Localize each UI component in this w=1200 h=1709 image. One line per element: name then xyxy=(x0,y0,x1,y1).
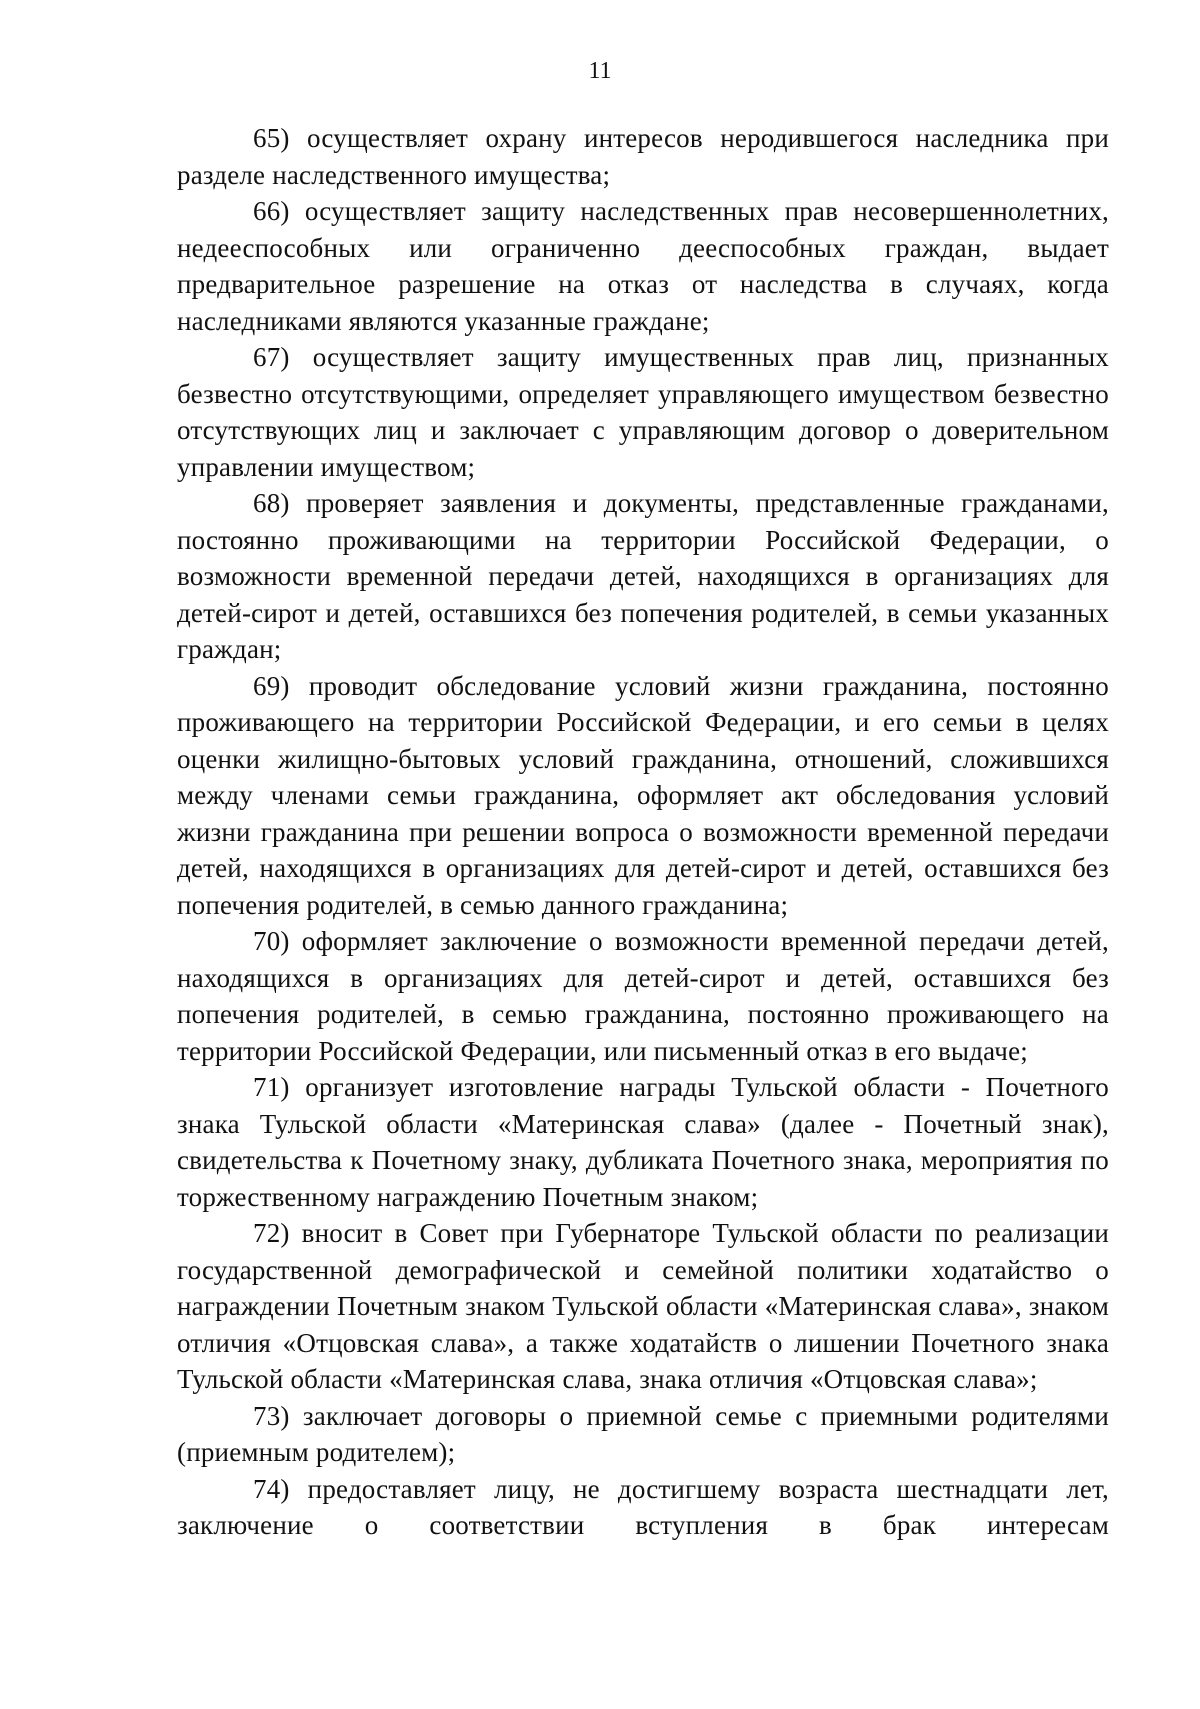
paragraph-70: 70) оформляет заключение о возможности временной передачи детей, находящихся в организациях для детей-сирот и детей, оставшихся без попечения родителей, в семью гражданина, постоянно проживающего на территории Российской Федерации, или письменный отказ в его выдаче; xyxy=(177,926,1109,1066)
paragraph-72: 72) вносит в Совет при Губернаторе Тульской области по реализации государственной демографической и семейной политики ходатайство о награждении Почетным знаком Тульской области «Материнская слава», знаком отличия «Отцовская слава», а также ходатайств о лишении Почетного знака Тульской области «Материнская слава, знака отличия «Отцовская слава»; xyxy=(177,1218,1109,1394)
document-body xyxy=(177,120,1109,1544)
paragraph-67: 67) осуществляет защиту имущественных прав лиц, признанных безвестно отсутствующими, определяет управляющего имуществом безвестно отсутствующих лиц и заключает с управляющим договор о доверительном управлении имуществом; xyxy=(177,342,1109,482)
page-number: 11 xyxy=(588,58,612,84)
paragraph-74: 74) предоставляет лицу, не достигшему возраста шестнадцати лет, заключение о соответствии вступления в брак интересам xyxy=(177,1473,1109,1540)
paragraph-65: 65) осуществляет охрану интересов неродившегося наследника при разделе наследственного имущества; xyxy=(177,123,1109,190)
paragraph-66: 66) осуществляет защиту наследственных прав несовершеннолетних, недееспособных или ограниченно дееспособных граждан, выдает предварительное разрешение на отказ от наследства в случаях, когда наследниками являются указанные граждане; xyxy=(177,196,1109,336)
paragraph-69: 69) проводит обследование условий жизни гражданина, постоянно проживающего на территории Российской Федерации, и его семьи в целях оценки жилищно-бытовых условий гражданина, отношений, сложившихся между членами семьи гражданина, оформляет акт обследования условий жизни гражданина при решении вопроса о возможности временной передачи детей, находящихся в организациях для детей-сирот и детей, оставшихся без попечения родителей, в семью данного гражданина; xyxy=(177,670,1109,920)
paragraph-71: 71) организует изготовление награды Тульской области - Почетного знака Тульской области «Материнская слава» (далее - Почетный знак), свидетельства к Почетному знаку, дубликата Почетного знака, мероприятия по торжественному награждению Почетным знаком; xyxy=(177,1072,1109,1212)
paragraph-68: 68) проверяет заявления и документы, представленные гражданами, постоянно проживающими на территории Российской Федерации, о возможности временной передачи детей, находящихся в организациях для детей-сирот и детей, оставшихся без попечения родителей, в семьи указанных граждан; xyxy=(177,488,1109,664)
paragraph-73: 73) заключает договоры о приемной семье с приемными родителями (приемным родителем); xyxy=(177,1400,1109,1467)
